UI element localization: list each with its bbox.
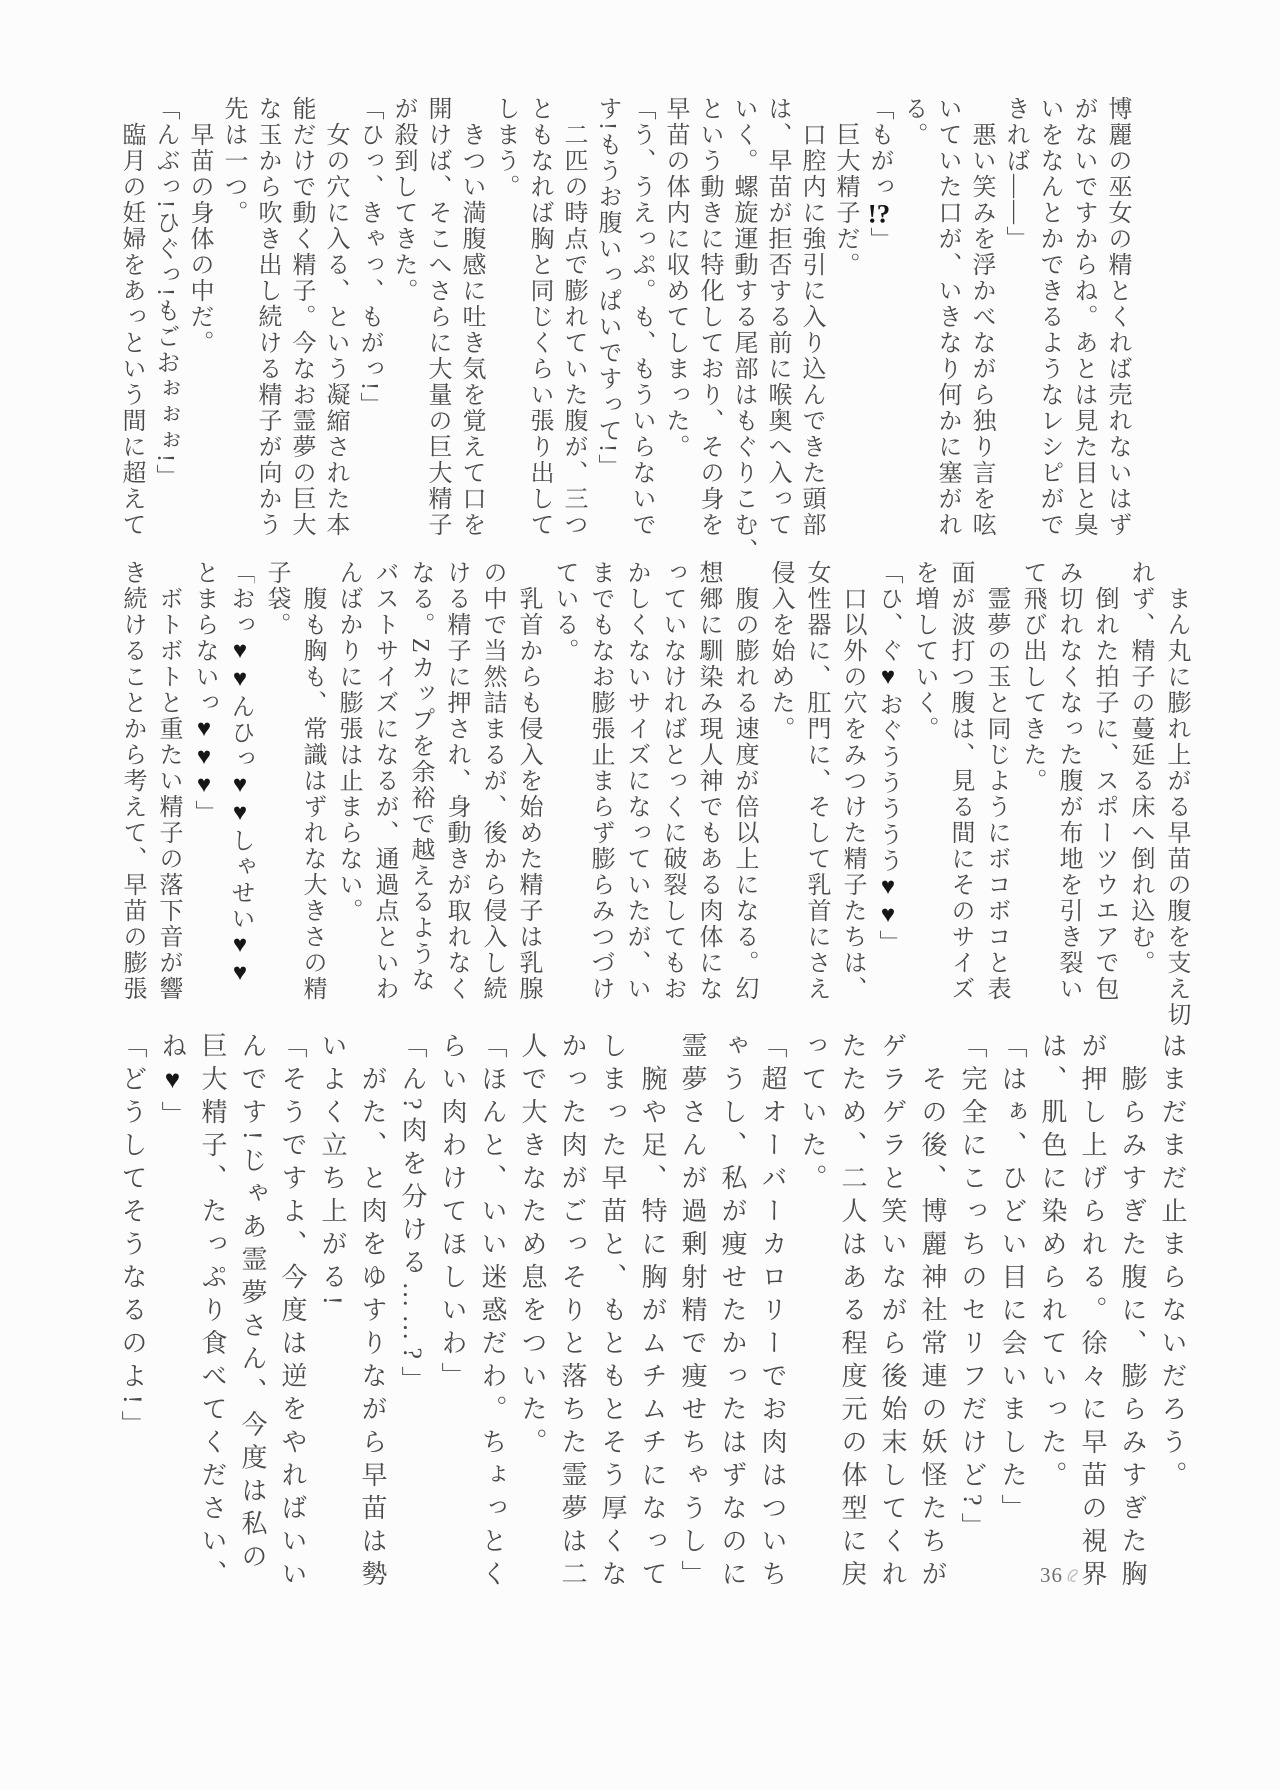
text-column: んです!じゃあ霊夢さん、今度は私の xyxy=(238,1032,267,1576)
text-column: 先は一つ。 xyxy=(220,96,246,226)
text-column: 口以外の穴をみつけた精子たちは、 xyxy=(839,560,865,1002)
heart-glyph: ♥ xyxy=(191,772,217,800)
text-column: の中で当然詰まるが、後から侵入し続 xyxy=(479,560,505,1002)
text-column: 悪い笑みを浮かべながら独り言を呟 xyxy=(968,96,994,538)
text-column: 「う、うえっぷ。も、もういらないで xyxy=(628,96,654,538)
text-column: ゲラゲラと笑いながら後始末してくれ xyxy=(878,1032,907,1593)
text-column: 「おっ♥♥んひっ♥♥しゃせい♥♥ xyxy=(227,560,253,988)
text-column: がないですからね。あとは見た目と臭 xyxy=(1070,96,1096,538)
text-column: はまだまだ止まらないだろう。 xyxy=(1158,1032,1187,1494)
text-column: 霊夢さんが過剰射精で痩せちゃうし」 xyxy=(678,1032,707,1593)
text-column: が押し上げられる。徐々に早苗の視界 xyxy=(1078,1032,1107,1593)
heart-glyph: ♥ xyxy=(227,638,253,666)
text-column: 二匹の時点で膨れていた腹が、三つ xyxy=(560,96,586,538)
text-column: しまう。 xyxy=(492,96,518,200)
text-band-top xyxy=(114,96,1134,564)
text-column: らい肉わけてほしいわ」 xyxy=(438,1032,467,1395)
page-number: 36 xyxy=(1040,1563,1063,1587)
text-column: 博麗の巫女の精とくれば売れないはず xyxy=(1104,96,1130,538)
text-column: れず、精子の蔓延る床へ倒れ込む。 xyxy=(1127,560,1153,976)
text-column: ともなれば胸と同じくらい張り出して xyxy=(526,96,552,538)
text-column: 女性器に、肛門に、そして乳首にさえ xyxy=(803,560,829,1002)
text-column: み切れなくなった腹が布地を引き裂い xyxy=(1055,560,1081,1002)
text-column: 早苗の身体の中だ。 xyxy=(186,96,212,356)
heart-glyph: ♥ xyxy=(875,902,901,930)
text-column: 口腔内に強引に入り込んできた頭部 xyxy=(798,96,824,538)
text-column: 「もがっ!?」 xyxy=(866,96,892,253)
text-column: 霊夢の玉と同じようにボコボコと表 xyxy=(983,560,1009,1002)
text-column: 巨大精子、たっぷり食べてください、 xyxy=(198,1032,227,1593)
text-column: 「ほんと、いい迷惑だわ。ちょっとく xyxy=(478,1032,507,1593)
text-column: 膨らみすぎた腹に、膨らみすぎた胸 xyxy=(1118,1032,1147,1593)
text-column: を増していく。 xyxy=(911,560,937,742)
text-column: かった肉がごっそりと落ちた霊夢は二 xyxy=(558,1032,587,1593)
text-column: までもなお膨張止まらず膨らみつづけ xyxy=(587,560,613,1002)
text-column: は、早苗が拒否する前に喉奥へ入って xyxy=(764,96,790,538)
text-column: 「超オーバーカロリーでお肉はついち xyxy=(758,1032,787,1593)
text-column: ける精子に押され、身動きが取れなく xyxy=(443,560,469,1002)
text-column: なる。Zカップを余裕で越えるような xyxy=(407,560,433,993)
text-column: 「はぁ、ひどい目に会いました」 xyxy=(998,1032,1027,1527)
text-column: 女の穴に入る、という凝縮された本 xyxy=(322,96,348,538)
text-column: 面が波打つ腹は、見る間にそのサイズ xyxy=(947,560,973,1002)
text-column: ている。 xyxy=(551,560,577,664)
text-column: きつい満腹感に吐き気を覚えて口を xyxy=(458,96,484,538)
text-column: っていた。 xyxy=(798,1032,827,1197)
text-column: が殺到してきた。 xyxy=(390,96,416,304)
text-column: っていなければとっくに破裂してもお xyxy=(659,560,685,1002)
heart-glyph: ♥ xyxy=(191,716,217,744)
text-column: とまらないっ♥♥♥」 xyxy=(191,560,217,826)
text-column: その後、博麗神社常連の妖怪たちが xyxy=(918,1032,947,1593)
heart-glyph: ♥ xyxy=(227,666,253,694)
text-column: かしくないサイズになっていたが、い xyxy=(623,560,649,1002)
heart-glyph: ♥ xyxy=(227,960,253,988)
text-column: 「んぶっ!ひぐっ!もごおぉぉぉ!」 xyxy=(152,96,178,490)
text-column: ゃうし、私が痩せたかったはずなのに xyxy=(718,1032,747,1593)
text-column: 腹も胸も、常識はずれな大きさの精 xyxy=(299,560,325,1002)
text-column: ね♥」 xyxy=(158,1032,187,1134)
text-column: 侵入を始めた。 xyxy=(767,560,793,742)
text-column: バストサイズになるが、通過点といわ xyxy=(371,560,397,1002)
text-column: んばかりに膨張は止まらない。 xyxy=(335,560,361,924)
text-column: て飛び出してきた。 xyxy=(1019,560,1045,794)
text-column: 腕や足、特に胸がムチムチになって xyxy=(638,1032,667,1593)
text-column: な玉から吹き出し続ける精子が向かう xyxy=(254,96,280,538)
text-band-middle xyxy=(114,560,1194,1028)
text-column: は、肌色に染められていった。 xyxy=(1038,1032,1067,1494)
heart-glyph: ♥ xyxy=(227,772,253,800)
page-number-group xyxy=(1040,1563,1079,1588)
heart-glyph: ♥ xyxy=(191,744,217,772)
text-column: 「どうしてそうなるのよ!」 xyxy=(118,1032,147,1444)
text-column: 腹の膨れる速度が倍以上になる。幻 xyxy=(731,560,757,1002)
text-column: る。 xyxy=(900,96,926,148)
text-column: たため、二人はある程度元の体型に戻 xyxy=(838,1032,867,1593)
text-column: まん丸に膨れ上がる早苗の腹を支え切 xyxy=(1163,560,1189,1028)
text-column: す!もうお腹いっぱいですって!」 xyxy=(594,96,620,480)
heart-glyph: ♥ xyxy=(227,932,253,960)
text-column: 臨月の妊婦をあっという間に超えて xyxy=(118,96,144,538)
text-column: いよく立ち上がる! xyxy=(318,1032,347,1312)
text-column: 「ひっ、きゃっ、もがっ!」 xyxy=(356,96,382,418)
text-column: 能だけで動く精子。今なお霊夢の巨大 xyxy=(288,96,314,538)
heart-glyph: ♥ xyxy=(875,874,901,902)
heart-glyph: ♥ xyxy=(158,1065,187,1101)
text-column: いく。螺旋運動する尾部はもぐりこむ、 xyxy=(730,96,756,564)
heart-glyph: ♥ xyxy=(875,664,901,692)
text-column: 「完全にこっちのセリフだけど?」 xyxy=(958,1032,987,1546)
text-column: 子袋。 xyxy=(263,560,289,638)
text-column: しまった早苗と、もともとそう厚くな xyxy=(598,1032,627,1593)
text-column: 想郷に馴染み現人神でもある肉体にな xyxy=(695,560,721,1002)
heart-glyph: ♥ xyxy=(227,800,253,828)
text-column: という動きに特化しており、その身を xyxy=(696,96,722,538)
text-column: 早苗の体内に収めてしまった。 xyxy=(662,96,688,460)
page-ornament-icon xyxy=(1066,1568,1079,1584)
text-column: きれば――」 xyxy=(1002,96,1028,252)
bold-interrobang-glyph: !? xyxy=(867,200,891,227)
text-column: いをなんとかできるようなレシピがで xyxy=(1036,96,1062,538)
text-column: 「そうですよ、今度は逆をやればいい xyxy=(278,1032,307,1593)
text-column: がた、と肉をゆすりながら早苗は勢 xyxy=(358,1032,387,1593)
text-column: 人で大きなため息をついた。 xyxy=(518,1032,547,1461)
text-column: 開けば、そこへさらに大量の巨大精子 xyxy=(424,96,450,538)
text-column: 「ん?肉を分ける……?」 xyxy=(398,1032,427,1400)
text-column: いていた口が、いきなり何かに塞がれ xyxy=(934,96,960,538)
text-column: 乳首からも侵入を始めた精子は乳腺 xyxy=(515,560,541,1002)
text-column: 「ひ、ぐ♥おぐううううう♥♥」 xyxy=(875,560,901,956)
text-column: 巨大精子だ。 xyxy=(832,96,858,278)
text-band-bottom xyxy=(112,1032,1192,1594)
text-column: ボトボトと重たい精子の落下音が響 xyxy=(155,560,181,1002)
text-column: 倒れた拍子に、スポーツウエアで包 xyxy=(1091,560,1117,1002)
text-column: き続けることから考えて、早苗の膨張 xyxy=(119,560,145,1002)
